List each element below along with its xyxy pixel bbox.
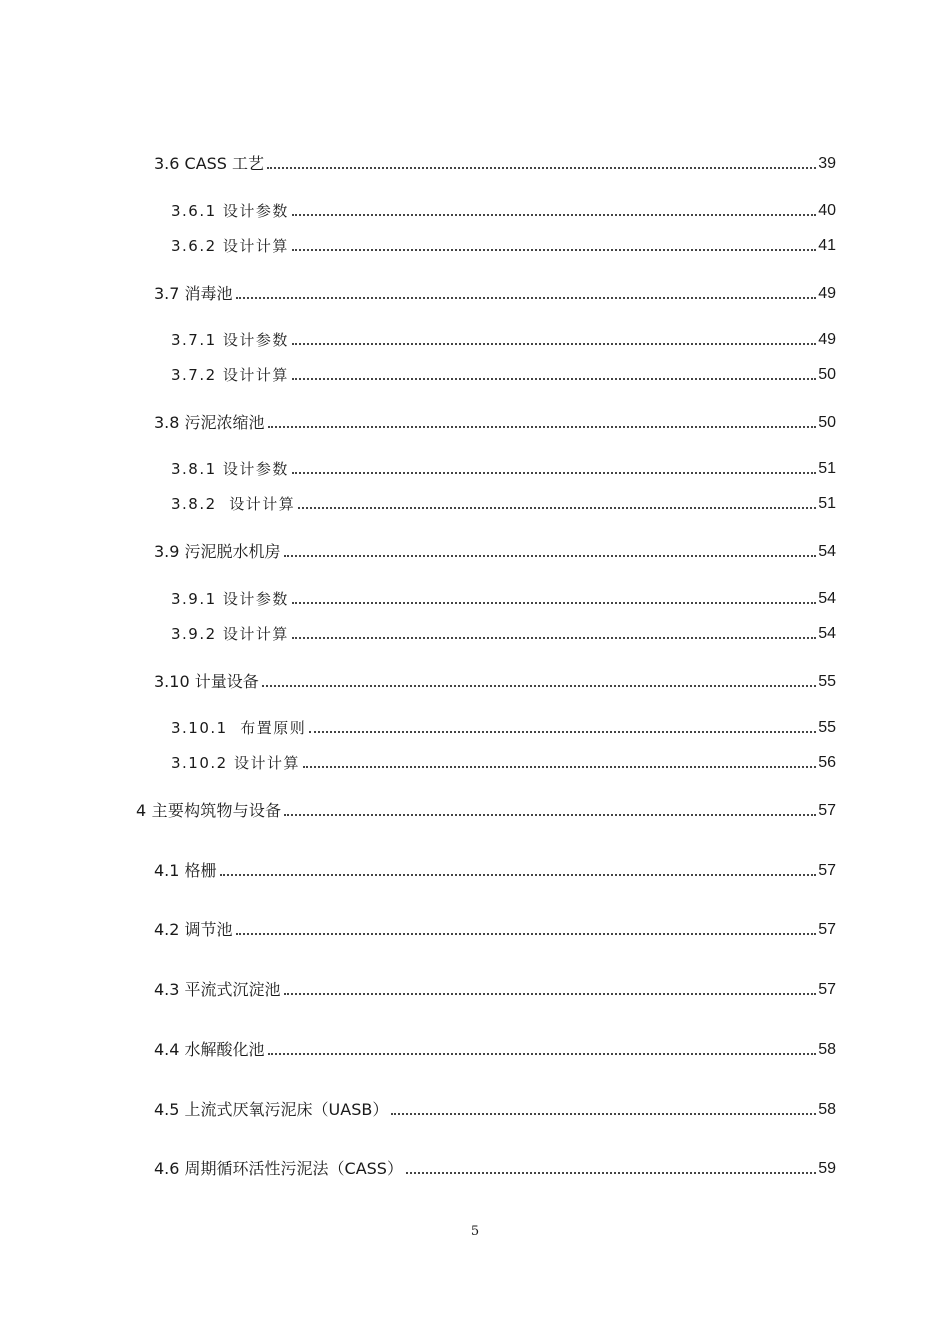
toc-page: 57: [818, 862, 836, 879]
toc-entry[interactable]: [0, 150, 836, 174]
toc-label: 4.6 周期循环活性污泥法（CASS）: [154, 1159, 403, 1178]
toc-page: 54: [818, 590, 836, 607]
toc-page: 54: [818, 625, 836, 642]
toc-entry[interactable]: [0, 409, 836, 433]
toc-page: 56: [818, 754, 836, 771]
toc-page: 51: [818, 460, 836, 477]
toc-label: 4.1 格栅: [154, 861, 217, 880]
toc-page: 57: [818, 981, 836, 998]
toc-label: 3.6 CASS 工艺: [154, 154, 265, 173]
dot-leader: [303, 766, 816, 768]
toc-entry[interactable]: [0, 1096, 836, 1120]
dot-leader: [284, 993, 817, 995]
toc-label: 4.3 平流式沉淀池: [154, 980, 281, 999]
dot-leader: [292, 343, 816, 345]
toc-page: 49: [818, 331, 836, 348]
page-number: 5: [470, 1224, 480, 1239]
dot-leader: [292, 602, 816, 604]
toc-entry[interactable]: [0, 197, 836, 221]
toc-label: 3.8.2 设计计算: [171, 495, 296, 513]
toc-entry[interactable]: [0, 714, 836, 738]
toc-entry[interactable]: [0, 280, 836, 304]
toc-label: 3.7.2 设计计算: [171, 366, 289, 384]
toc-entry[interactable]: [0, 1036, 836, 1060]
dot-leader: [236, 933, 817, 935]
toc-page: 50: [818, 414, 836, 431]
toc-page: 55: [818, 719, 836, 736]
toc-entry[interactable]: [0, 668, 836, 692]
dot-leader: [292, 378, 816, 380]
toc-page: 49: [818, 285, 836, 302]
dot-leader: [220, 874, 817, 876]
toc-label: 3.9.2 设计计算: [171, 625, 289, 643]
toc-entry[interactable]: [0, 361, 836, 385]
toc-entry[interactable]: [0, 1155, 836, 1179]
toc-entry[interactable]: [0, 585, 836, 609]
dot-leader: [292, 637, 816, 639]
dot-leader: [292, 472, 816, 474]
toc-label: 3.10.1 布置原则: [171, 719, 307, 737]
toc-label: 3.9 污泥脱水机房: [154, 542, 281, 561]
toc-label: 3.8 污泥浓缩池: [154, 413, 265, 432]
dot-leader: [262, 685, 816, 687]
dot-leader: [309, 731, 816, 733]
toc-label: 3.6.1 设计参数: [171, 202, 289, 220]
toc-page: 57: [818, 802, 836, 819]
toc-entry[interactable]: [0, 490, 836, 514]
dot-leader: [292, 214, 816, 216]
toc-label: 3.6.2 设计计算: [171, 237, 289, 255]
toc-entry[interactable]: [0, 976, 836, 1000]
toc-page: 39: [818, 155, 836, 172]
dot-leader: [267, 167, 816, 169]
toc-entry[interactable]: [0, 455, 836, 479]
toc-page: 57: [818, 921, 836, 938]
toc-page: 50: [818, 366, 836, 383]
toc-label: 3.10 计量设备: [154, 672, 259, 691]
toc-page: 58: [818, 1101, 836, 1118]
toc-label: 3.7 消毒池: [154, 284, 233, 303]
dot-leader: [268, 1053, 817, 1055]
toc-page: 59: [818, 1160, 836, 1177]
dot-leader: [284, 814, 816, 816]
toc-label: 4.4 水解酸化池: [154, 1040, 265, 1059]
dot-leader: [406, 1172, 816, 1174]
toc-label: 3.10.2 设计计算: [171, 754, 300, 772]
dot-leader: [292, 249, 816, 251]
dot-leader: [298, 507, 816, 509]
toc-label: 3.7.1 设计参数: [171, 331, 289, 349]
toc-label: 4.5 上流式厌氧污泥床（UASB）: [154, 1100, 389, 1119]
toc-label: 4.2 调节池: [154, 920, 233, 939]
toc-label: 3.9.1 设计参数: [171, 590, 289, 608]
dot-leader: [391, 1113, 816, 1115]
toc-page: 55: [818, 673, 836, 690]
toc-entry[interactable]: [0, 797, 836, 821]
toc-label: 3.8.1 设计参数: [171, 460, 289, 478]
toc-entry[interactable]: [0, 916, 836, 940]
dot-leader: [268, 426, 817, 428]
toc-entry[interactable]: [0, 620, 836, 644]
toc-page: 51: [818, 495, 836, 512]
dot-leader: [284, 555, 817, 557]
toc-entry[interactable]: [0, 857, 836, 881]
toc-entry[interactable]: [0, 232, 836, 256]
toc-entry[interactable]: [0, 538, 836, 562]
toc-page: 41: [818, 237, 836, 254]
dot-leader: [236, 297, 817, 299]
toc-page: 40: [818, 202, 836, 219]
toc-entry[interactable]: [0, 326, 836, 350]
toc-entry[interactable]: [0, 749, 836, 773]
toc-label: 4 主要构筑物与设备: [136, 801, 282, 820]
toc-page: 58: [818, 1041, 836, 1058]
toc-page: 54: [818, 543, 836, 560]
